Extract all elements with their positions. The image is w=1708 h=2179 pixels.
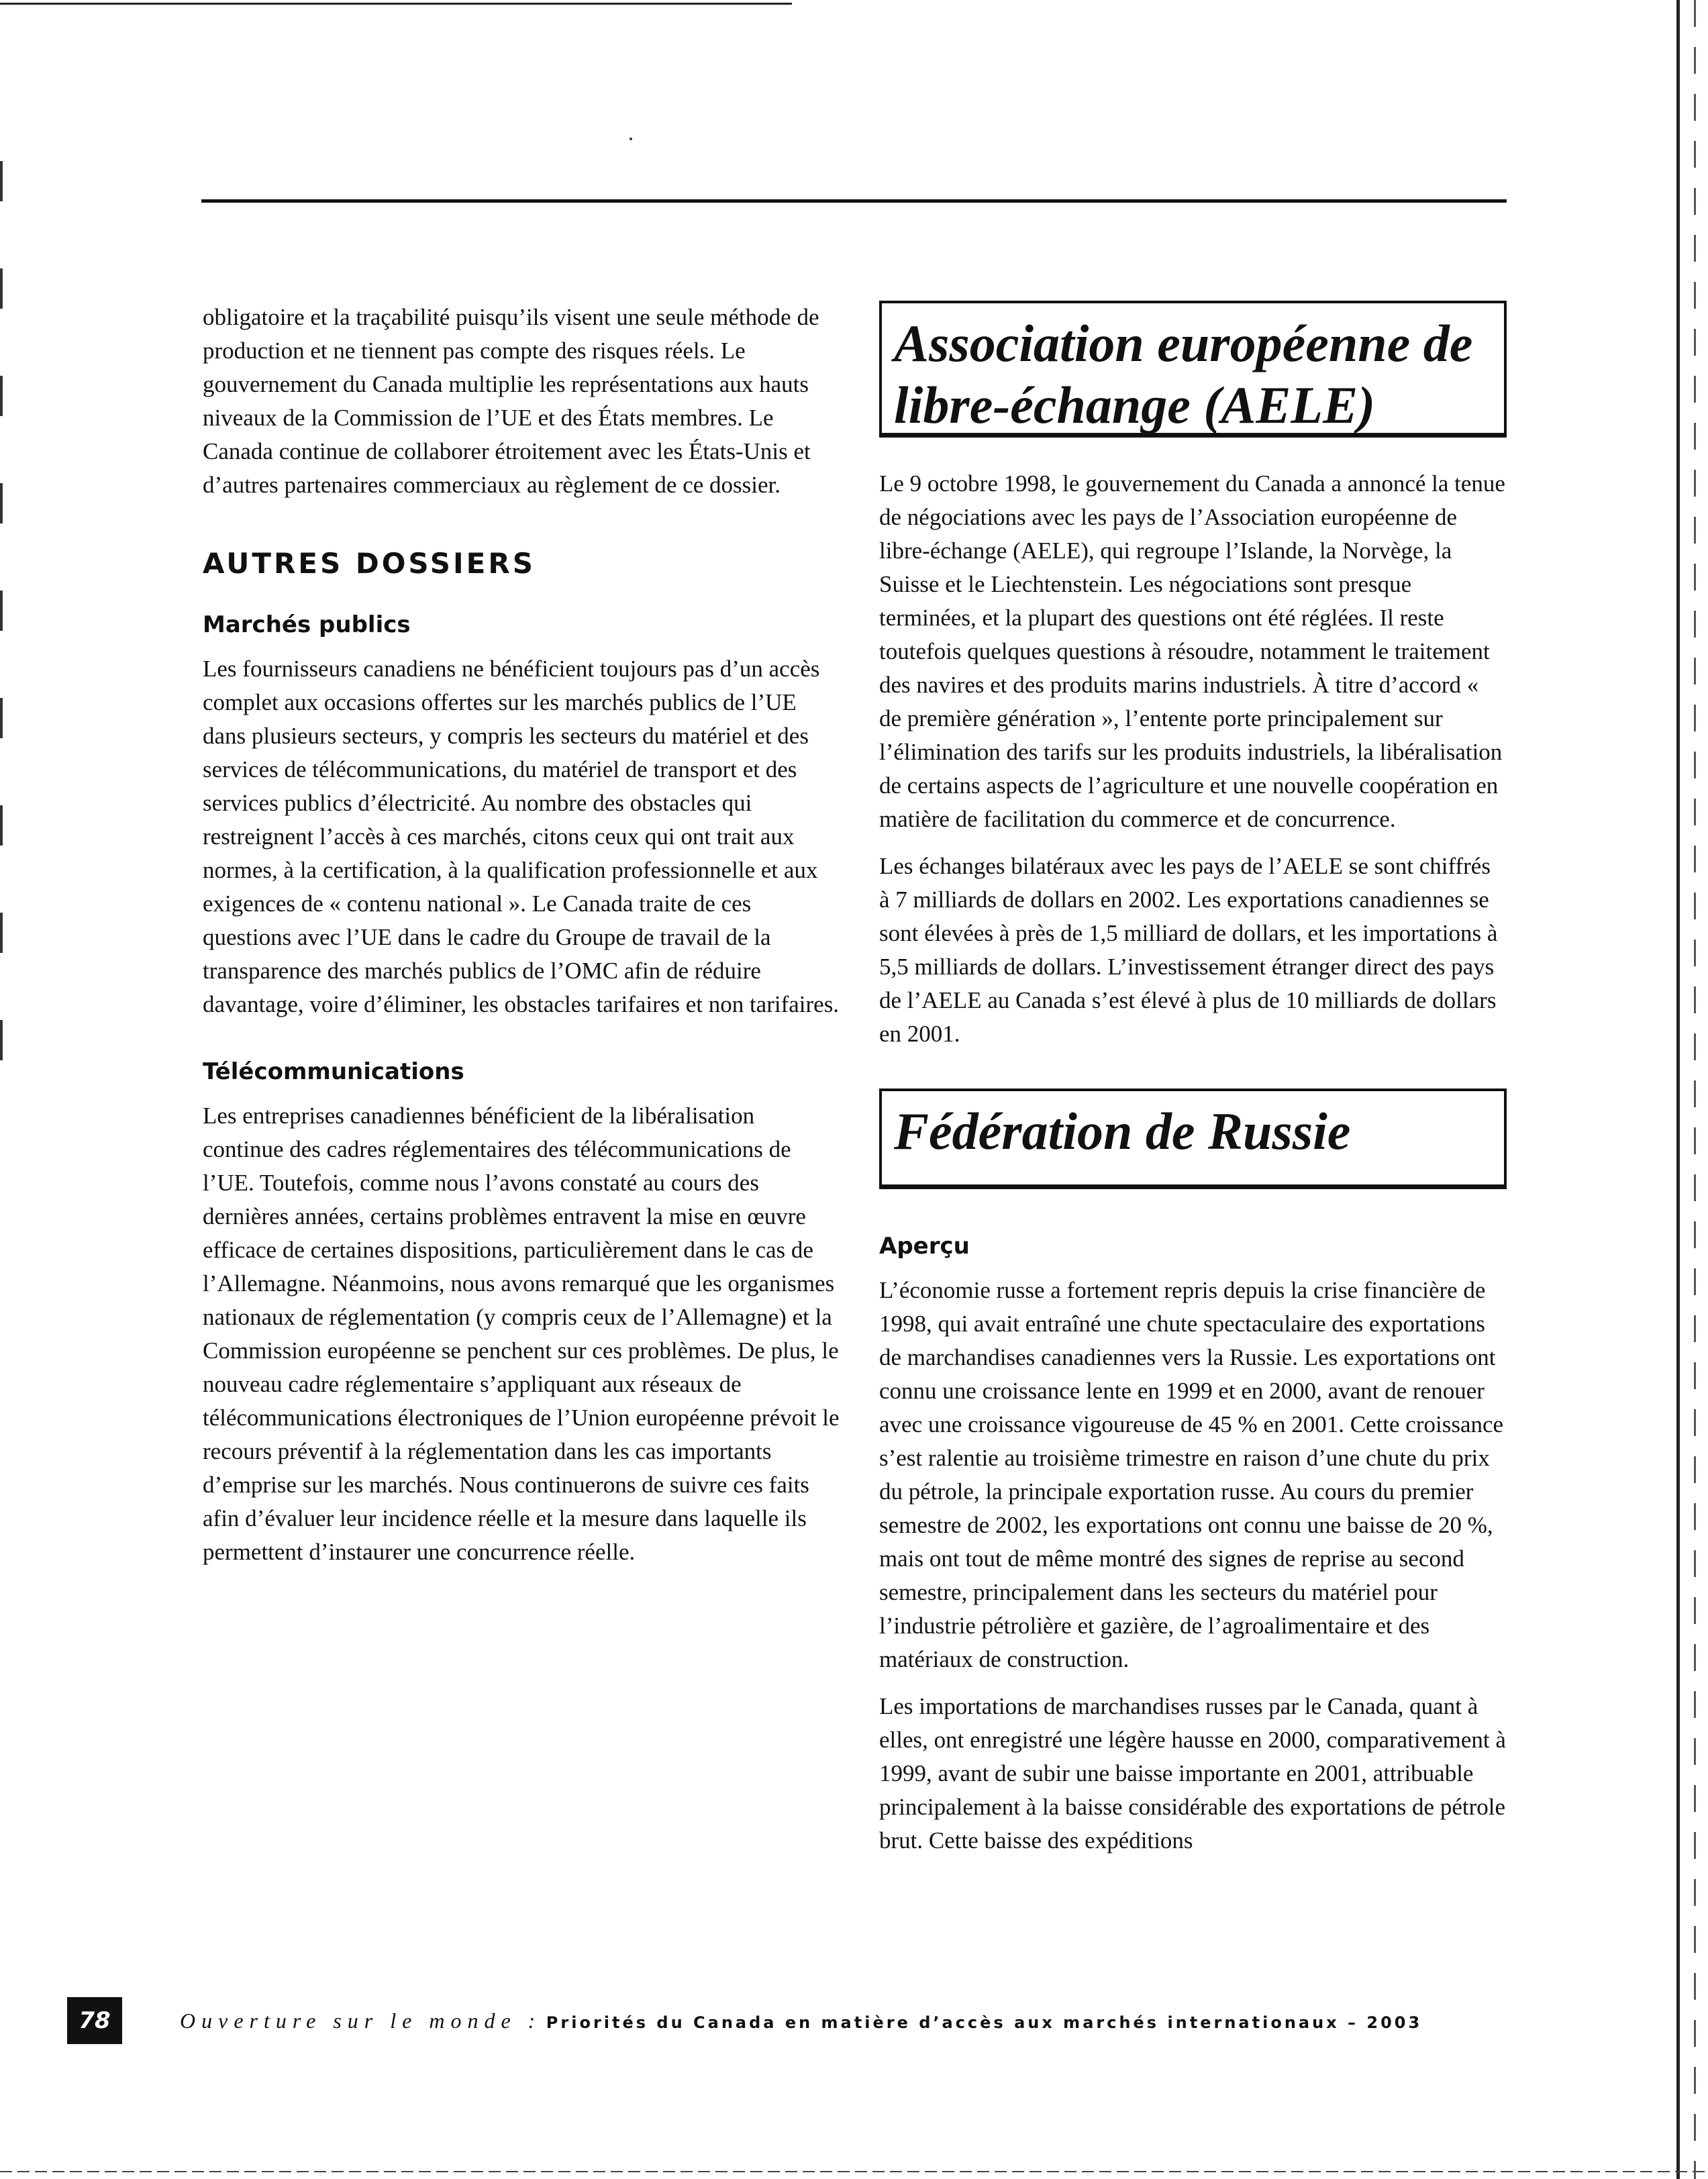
scan-edge-right-dashed (1694, 0, 1696, 2179)
section-heading-autres-dossiers: AUTRES DOSSIERS (203, 547, 536, 580)
footer-running-title (180, 2004, 1422, 2039)
left-column (203, 301, 840, 1582)
intro-paragraph: obligatoire et la traçabilité puisqu’ils visent une seule méthode de production et ne tiennent pas compte des risques réels. Le gouvernement du Canada multiplie les représentations aux hauts niveaux de la Commission de l’UE et des États membres. Le Canada continue de collaborer étroitement avec les États-Unis et d’autres partenaires commerciaux au règlement de ce dossier. (203, 304, 819, 498)
footer-series-title: Ouverture sur le monde : (180, 2009, 542, 2033)
russie-paragraph-1: L’économie russe a fortement repris depuis la crise financière de 1998, qui avait entraîné une chute spectaculaire des exportations de marchandises canadiennes vers la Russie. Les exportations ont connu une croissance lente en 1999 et en 2000, avant de renouer avec une croissance vigoureuse de 45 % en 2001. Cette croissance s’est ralentie au troisième trimestre en raison d’une chute du prix du pétrole, la principale exportation russe. Au cours du premier semestre de 2002, les exportations ont connu une baisse de 20 %, mais ont tout de même montré des signes de reprise au second semestre, principalement dans les secteurs du matériel pour l’industrie pétrolière et gazière, de l’agroalimentaire et des matériaux de construction. (879, 1277, 1504, 1672)
subheading-apercu: Aperçu (879, 1233, 970, 1260)
aele-title-box (879, 301, 1507, 438)
header-rule (201, 199, 1507, 203)
russie-paragraph-2: Les importations de marchandises russes par le Canada, quant à elles, ont enregistré une légère hausse en 2000, comparativement à 1999, avant de subir une baisse importante en 2001, attribuable principalement à la baisse considérable des exportations de pétrole brut. Cette baisse des expéditions (879, 1693, 1506, 1854)
marches-publics-paragraph: Les fournisseurs canadiens ne bénéficient toujours pas d’un accès complet aux occasions offertes sur les marchés publics de l’UE dans plusieurs secteurs, y compris les secteurs du matériel et des services de télécommunications, du matériel de transport et des services publics d’électricité. Au nombre des obstacles qui restreignent l’accès à ces marchés, citons ceux qui ont trait aux normes, à la certification, à la qualification professionnelle et aux exigences de « contenu national ». Le Canada traite de ces questions avec l’UE dans le cadre du Groupe de travail de la transparence des marchés publics de l’OMC afin de réduire davantage, voire d’éliminer, les obstacles tarifaires et non tarifaires. (203, 656, 840, 1017)
russie-title-box (879, 1088, 1507, 1189)
scan-edge-left (0, 161, 3, 1101)
aele-paragraph-2: Les échanges bilatéraux avec les pays de l’AELE se sont chiffrés à 7 milliards de dollars en 2002. Les exportations canadiennes se sont élevées à près de 1,5 milliard de dollars, et les importations à 5,5 milliards de dollars. L’investissement étranger direct des pays de l’AELE au Canada s’est élevé à plus de 10 milliards de dollars en 2001. (879, 853, 1498, 1047)
right-column (879, 301, 1507, 1871)
subheading-telecommunications: Télécommunications (203, 1058, 464, 1085)
scan-speck (630, 138, 632, 140)
scan-edge-top (0, 3, 792, 5)
russie-title: Fédération de Russie (894, 1102, 1351, 1160)
telecommunications-paragraph: Les entreprises canadiennes bénéficient de la libéralisation continue des cadres réglementaires des télécommunications de l’UE. Toutefois, comme nous l’avons constaté au cours des dernières années, certains problèmes entravent la mise en œuvre efficace de certaines dispositions, particulièrement dans le cas de l’Allemagne. Néanmoins, nous avons remarqué que les organismes nationaux de réglementation (y compris ceux de l’Allemagne) et la Commission européenne se penchent sur ces problèmes. De plus, le nouveau cadre réglementaire s’appliquant aux réseaux de télécommunications électroniques de l’Union européenne prévoit le recours préventif à la réglementation dans les cas importants d’emprise sur les marchés. Nous continuerons de suivre ces faits afin d’évaluer leur incidence réelle et la mesure dans laquelle ils permettent d’instaurer une concurrence réelle. (203, 1103, 840, 1565)
page-number: 78 (67, 1997, 122, 2044)
aele-title: Association européenne de libre-échange (AELE) (894, 314, 1473, 434)
scan-edge-right (1676, 0, 1680, 2179)
subheading-marches-publics: Marchés publics (203, 611, 411, 638)
footer-subtitle: Priorités du Canada en matière d’accès aux marchés internationaux – 2003 (546, 2013, 1423, 2032)
page-footer (67, 1997, 1544, 2044)
aele-paragraph-1: Le 9 octobre 1998, le gouvernement du Canada a annoncé la tenue de négociations avec les pays de l’Association européenne de libre-échange (AELE), qui regroupe l’Islande, la Norvège, la Suisse et le Liechtenstein. Les négociations sont presque terminées, et la plupart des questions ont été réglées. Il reste toutefois quelques questions à résoudre, notamment le traitement des navires et des produits marins industriels. À titre d’accord « de première génération », l’entente porte principalement sur l’élimination des tarifs sur les produits industriels, la libéralisation de certains aspects de l’agriculture et une nouvelle coopération en matière de facilitation du commerce et de concurrence. (879, 470, 1505, 832)
scan-edge-bottom (0, 2171, 1708, 2172)
